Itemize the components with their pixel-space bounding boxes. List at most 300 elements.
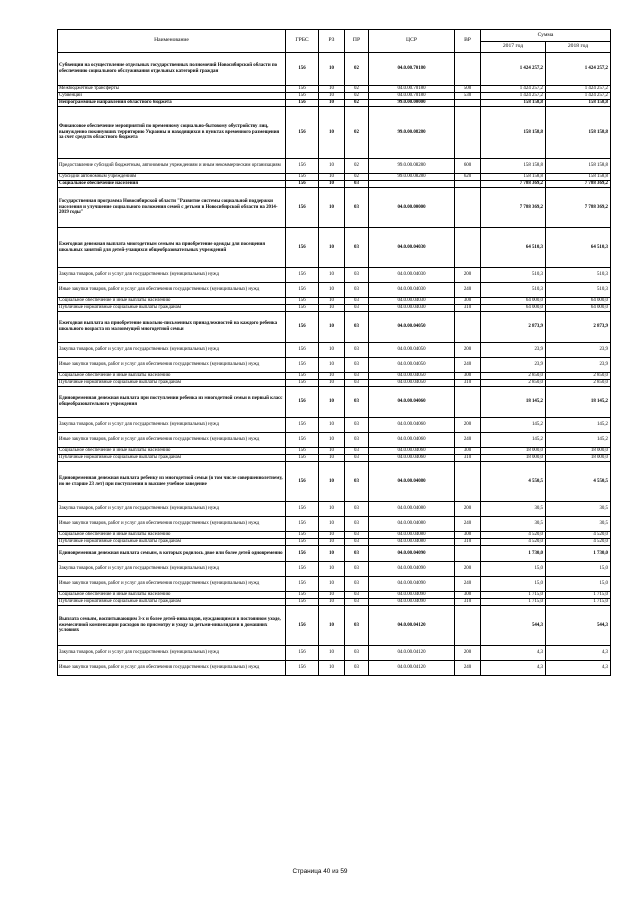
cell-y2018: 4 520,0 [546,539,611,546]
cell-pr: 03 [345,380,369,387]
cell-vr: 310 [455,305,481,312]
cell-grbs: 156 [286,646,319,661]
cell-pr: 03 [345,546,369,562]
cell-vr: 240 [455,517,481,532]
cell-rz: 10 [319,646,345,661]
cell-pr: 02 [345,107,369,159]
cell-pr: 02 [345,174,369,181]
table-row [58,418,611,433]
cell-y2017: 15,0 [481,562,546,577]
cell-csr: 99.0.00.00000 [369,100,455,107]
table-row [58,343,611,358]
cell-csr: 04.0.00.04080 [369,532,455,539]
cell-name: Непрограммные направления областного бюджета [58,100,286,107]
cell-y2017: 2 850,0 [481,373,546,380]
cell-y2017: 18 000,0 [481,448,546,455]
cell-csr: 04.0.00.04120 [369,661,455,676]
cell-name: Иные закупки товаров, работ и услуг для обеспечения государственных (муниципальных) нужд [58,661,286,676]
cell-csr: 04.0.00.04060 [369,418,455,433]
cell-y2018: 15,0 [546,577,611,592]
cell-y2018: 7 788 369,2 [546,181,611,188]
table-row [58,599,611,606]
cell-vr [455,387,481,418]
cell-y2018: 158 158,8 [546,100,611,107]
cell-name: Закупка товаров, работ и услуг для государственных (муниципальных) нужд [58,502,286,517]
cell-pr: 02 [345,93,369,100]
cell-name: Субсидии автономным учреждениям [58,174,286,181]
header-2017: 2017 год [481,42,546,53]
cell-grbs: 156 [286,107,319,159]
cell-name: Ежегодная денежная выплата многодетным семьям на приобретение одежды для посещения школьных занятий для детей-учащихся общеобразовательных учреждений [58,228,286,268]
cell-pr: 03 [345,298,369,305]
cell-pr: 03 [345,517,369,532]
cell-rz: 10 [319,433,345,448]
table-row [58,502,611,517]
cell-name: Социальное обеспечение населения [58,181,286,188]
cell-csr: 99.0.00.08280 [369,159,455,174]
cell-y2017: 158 158,8 [481,159,546,174]
cell-pr: 02 [345,100,369,107]
cell-name: Межбюджетные трансферты [58,86,286,93]
cell-y2017: 7 788 369,2 [481,181,546,188]
table-row [58,433,611,448]
cell-vr: 300 [455,448,481,455]
cell-pr: 03 [345,646,369,661]
table-row [58,606,611,646]
cell-y2018: 23,9 [546,358,611,373]
cell-name: Предоставление субсидий бюджетным, автономным учреждениям и иным некоммерческим организациям [58,159,286,174]
cell-grbs: 156 [286,502,319,517]
cell-grbs: 156 [286,546,319,562]
cell-vr [455,188,481,228]
cell-pr: 03 [345,599,369,606]
table-row [58,380,611,387]
cell-y2017: 1 424 257,2 [481,53,546,86]
cell-grbs: 156 [286,517,319,532]
cell-vr: 200 [455,418,481,433]
cell-csr: 04.0.00.04090 [369,562,455,577]
cell-y2017: 4,3 [481,646,546,661]
cell-y2017: 1 424 257,2 [481,93,546,100]
cell-grbs: 156 [286,455,319,462]
cell-pr: 03 [345,358,369,373]
cell-csr: 04.0.00.04030 [369,268,455,283]
header-csr: ЦСР [369,30,455,53]
cell-rz: 10 [319,159,345,174]
cell-pr: 03 [345,343,369,358]
cell-y2018: 1 424 257,2 [546,86,611,93]
cell-vr: 240 [455,358,481,373]
cell-y2018: 145,2 [546,433,611,448]
document-page [57,29,610,676]
cell-name: Закупка товаров, работ и услуг для государственных (муниципальных) нужд [58,646,286,661]
cell-y2017: 4 520,0 [481,539,546,546]
cell-vr: 300 [455,532,481,539]
table-row [58,100,611,107]
cell-pr: 03 [345,305,369,312]
cell-csr: 04.0.00.04060 [369,455,455,462]
cell-grbs: 156 [286,159,319,174]
cell-rz: 10 [319,455,345,462]
cell-y2018: 1 715,0 [546,592,611,599]
cell-vr [455,462,481,502]
cell-y2017: 23,9 [481,343,546,358]
cell-grbs: 156 [286,448,319,455]
cell-rz: 10 [319,502,345,517]
cell-y2017: 23,9 [481,358,546,373]
cell-y2018: 4 550,5 [546,462,611,502]
cell-grbs: 156 [286,418,319,433]
cell-name: Социальное обеспечение и иные выплаты населению [58,373,286,380]
cell-name: Ежегодная выплата на приобретение школьно-письменных принадлежностей на каждого ребенка школьного возраста из малоимущей многодетной семьи [58,312,286,343]
cell-rz: 10 [319,305,345,312]
table-row [58,448,611,455]
header-pr: ПР [345,30,369,53]
cell-rz: 10 [319,228,345,268]
table-row [58,159,611,174]
cell-rz: 10 [319,462,345,502]
cell-grbs: 156 [286,358,319,373]
cell-y2017: 145,2 [481,418,546,433]
cell-csr: 99.0.00.08280 [369,174,455,181]
cell-grbs: 156 [286,387,319,418]
cell-y2017: 1 715,0 [481,592,546,599]
cell-pr: 03 [345,448,369,455]
cell-vr: 600 [455,159,481,174]
cell-vr: 310 [455,539,481,546]
cell-grbs: 156 [286,433,319,448]
cell-pr: 03 [345,228,369,268]
cell-name: Выплата семьям, воспитывающим 3-х и более детей-инвалидов, нуждающимся в постоянном уходе, ежемесячной компенсации расходов по присмотру и уходу за детьми-инвалидами в домашних условиях [58,606,286,646]
cell-rz: 10 [319,358,345,373]
cell-vr: 300 [455,373,481,380]
cell-rz: 10 [319,181,345,188]
table-row [58,562,611,577]
cell-y2017: 4,3 [481,661,546,676]
cell-y2017: 15,0 [481,577,546,592]
cell-rz: 10 [319,107,345,159]
cell-y2018: 64 000,0 [546,305,611,312]
cell-y2017: 64 510,3 [481,228,546,268]
cell-grbs: 156 [286,93,319,100]
cell-y2017: 510,3 [481,283,546,298]
cell-name: Публичные нормативные социальные выплаты гражданам [58,539,286,546]
table-row [58,188,611,228]
cell-pr: 03 [345,455,369,462]
cell-y2018: 30,5 [546,502,611,517]
cell-rz: 10 [319,577,345,592]
cell-grbs: 156 [286,373,319,380]
cell-csr: 04.0.00.04050 [369,373,455,380]
cell-vr [455,606,481,646]
cell-csr: 04.0.00.04090 [369,546,455,562]
cell-name: Финансовое обеспечение мероприятий по временному социально-бытовому обустройству лиц, вынужденно покинувших территорию Украины и находящихся в пунктах временного размещения за счет средств областного бюджета [58,107,286,159]
cell-csr: 04.0.00.04080 [369,539,455,546]
table-body [58,53,611,676]
cell-rz: 10 [319,418,345,433]
cell-y2018: 18 000,0 [546,455,611,462]
cell-y2018: 7 788 369,2 [546,188,611,228]
table-row [58,174,611,181]
cell-grbs: 156 [286,577,319,592]
cell-vr: 300 [455,298,481,305]
cell-rz: 10 [319,93,345,100]
cell-y2018: 544,3 [546,606,611,646]
cell-csr: 04.0.00.04030 [369,298,455,305]
cell-y2018: 1 424 257,2 [546,53,611,86]
cell-csr: 04.0.00.70180 [369,53,455,86]
cell-y2017: 4 550,5 [481,462,546,502]
table-row [58,312,611,343]
cell-csr: 04.0.00.04050 [369,343,455,358]
cell-pr: 03 [345,312,369,343]
table-row [58,181,611,188]
cell-y2018: 64 000,0 [546,298,611,305]
table-header-row [58,30,611,42]
cell-name: Публичные нормативные социальные выплаты гражданам [58,599,286,606]
cell-grbs: 156 [286,53,319,86]
cell-grbs: 156 [286,298,319,305]
cell-y2018: 15,0 [546,562,611,577]
table-row [58,455,611,462]
cell-csr: 04.0.00.04030 [369,228,455,268]
cell-vr: 310 [455,599,481,606]
cell-vr [455,546,481,562]
cell-pr: 03 [345,373,369,380]
cell-csr: 04.0.00.04080 [369,517,455,532]
cell-grbs: 156 [286,462,319,502]
cell-vr: 200 [455,562,481,577]
cell-y2018: 1 730,0 [546,546,611,562]
cell-y2018: 2 850,0 [546,373,611,380]
cell-name: Публичные нормативные социальные выплаты гражданам [58,305,286,312]
table-row [58,462,611,502]
cell-y2018: 2 873,9 [546,312,611,343]
cell-pr: 03 [345,462,369,502]
cell-name: Иные закупки товаров, работ и услуг для обеспечения государственных (муниципальных) нужд [58,358,286,373]
cell-y2018: 4,3 [546,646,611,661]
cell-name: Закупка товаров, работ и услуг для государственных (муниципальных) нужд [58,268,286,283]
cell-csr: 04.0.00.04050 [369,312,455,343]
cell-grbs: 156 [286,599,319,606]
cell-csr: 04.0.00.04080 [369,462,455,502]
cell-name: Публичные нормативные социальные выплаты гражданам [58,380,286,387]
cell-csr [369,181,455,188]
cell-y2018: 1 715,0 [546,599,611,606]
cell-grbs: 156 [286,181,319,188]
cell-y2017: 7 788 369,2 [481,188,546,228]
cell-csr: 04.0.00.04090 [369,599,455,606]
cell-grbs: 156 [286,100,319,107]
cell-grbs: 156 [286,592,319,599]
cell-y2018: 64 510,3 [546,228,611,268]
cell-vr [455,53,481,86]
cell-pr: 03 [345,661,369,676]
cell-vr: 240 [455,283,481,298]
table-row [58,305,611,312]
cell-pr: 02 [345,159,369,174]
cell-grbs: 156 [286,86,319,93]
cell-csr: 04.0.00.04060 [369,448,455,455]
cell-y2017: 158 158,8 [481,174,546,181]
cell-rz: 10 [319,448,345,455]
cell-y2018: 510,3 [546,283,611,298]
cell-pr: 03 [345,592,369,599]
cell-rz: 10 [319,599,345,606]
cell-y2018: 30,5 [546,517,611,532]
cell-pr: 02 [345,53,369,86]
cell-pr: 03 [345,562,369,577]
cell-grbs: 156 [286,606,319,646]
cell-grbs: 156 [286,188,319,228]
header-name: Наименование [58,30,286,53]
cell-y2017: 64 000,0 [481,305,546,312]
cell-rz: 10 [319,661,345,676]
cell-pr: 03 [345,539,369,546]
cell-csr: 04.0.00.04030 [369,305,455,312]
cell-grbs: 156 [286,380,319,387]
cell-vr: 310 [455,455,481,462]
cell-name: Закупка товаров, работ и услуг для государственных (муниципальных) нужд [58,562,286,577]
cell-pr: 03 [345,606,369,646]
cell-name: Закупка товаров, работ и услуг для государственных (муниципальных) нужд [58,418,286,433]
table-row [58,358,611,373]
cell-pr: 03 [345,418,369,433]
table-row [58,283,611,298]
cell-name: Иные закупки товаров, работ и услуг для обеспечения государственных (муниципальных) нужд [58,517,286,532]
cell-grbs: 156 [286,532,319,539]
cell-vr: 200 [455,502,481,517]
cell-rz: 10 [319,174,345,181]
cell-csr: 04.0.00.04050 [369,380,455,387]
cell-y2018: 145,2 [546,418,611,433]
header-sum: Сумма [481,30,611,42]
header-vr: ВР [455,30,481,53]
table-row [58,532,611,539]
cell-y2018: 158 158,8 [546,159,611,174]
cell-vr: 240 [455,577,481,592]
cell-y2018: 4,3 [546,661,611,676]
table-row [58,86,611,93]
table-row [58,546,611,562]
cell-y2017: 18 000,0 [481,455,546,462]
cell-name: Иные закупки товаров, работ и услуг для обеспечения государственных (муниципальных) нужд [58,433,286,448]
cell-vr [455,228,481,268]
cell-rz: 10 [319,343,345,358]
cell-rz: 10 [319,562,345,577]
cell-rz: 10 [319,86,345,93]
cell-y2017: 2 850,0 [481,380,546,387]
cell-vr: 200 [455,343,481,358]
table-row [58,298,611,305]
cell-vr: 310 [455,380,481,387]
cell-pr: 03 [345,433,369,448]
cell-vr: 240 [455,433,481,448]
cell-vr: 530 [455,93,481,100]
cell-csr: 99.0.00.08280 [369,107,455,159]
cell-grbs: 156 [286,283,319,298]
cell-rz: 10 [319,298,345,305]
cell-grbs: 156 [286,268,319,283]
cell-pr: 03 [345,181,369,188]
cell-rz: 10 [319,312,345,343]
cell-y2017: 1 424 257,2 [481,86,546,93]
cell-rz: 10 [319,100,345,107]
cell-y2017: 510,3 [481,268,546,283]
cell-pr: 03 [345,387,369,418]
cell-grbs: 156 [286,343,319,358]
cell-csr: 04.0.00.04050 [369,358,455,373]
cell-rz: 10 [319,188,345,228]
cell-csr: 04.0.00.00000 [369,188,455,228]
cell-vr: 200 [455,268,481,283]
cell-rz: 10 [319,283,345,298]
cell-vr: 300 [455,592,481,599]
cell-rz: 10 [319,546,345,562]
cell-vr: 240 [455,661,481,676]
cell-csr: 04.0.00.04120 [369,646,455,661]
table-row [58,646,611,661]
cell-grbs: 156 [286,305,319,312]
cell-name: Государственная программа Новосибирской области "Развитие системы социальной поддержки населения и улучшение социального положения семей с детьми в Новосибирской области на 2014-2019 годы" [58,188,286,228]
table-row [58,373,611,380]
cell-csr: 04.0.00.04080 [369,502,455,517]
cell-vr [455,107,481,159]
cell-y2018: 23,9 [546,343,611,358]
cell-name: Субвенции [58,93,286,100]
cell-rz: 10 [319,53,345,86]
cell-rz: 10 [319,539,345,546]
cell-name: Социальное обеспечение и иные выплаты населению [58,532,286,539]
cell-y2018: 158 158,8 [546,174,611,181]
cell-csr: 04.0.00.04090 [369,592,455,599]
cell-y2017: 544,3 [481,606,546,646]
cell-y2018: 510,3 [546,268,611,283]
cell-rz: 10 [319,532,345,539]
cell-csr: 04.0.00.70180 [369,86,455,93]
page-number: Страница 40 из 59 [292,868,348,875]
cell-y2017: 4 520,0 [481,532,546,539]
cell-name: Единовременная денежная выплата семьям, в которых родилось двое или более детей одновременно [58,546,286,562]
cell-csr: 04.0.00.04060 [369,433,455,448]
cell-name: Иные закупки товаров, работ и услуг для обеспечения государственных (муниципальных) нужд [58,283,286,298]
cell-rz: 10 [319,517,345,532]
cell-vr [455,100,481,107]
cell-name: Закупка товаров, работ и услуг для государственных (муниципальных) нужд [58,343,286,358]
cell-y2017: 2 873,9 [481,312,546,343]
cell-pr: 03 [345,268,369,283]
cell-rz: 10 [319,387,345,418]
cell-vr: 200 [455,646,481,661]
table-row [58,387,611,418]
cell-vr [455,181,481,188]
cell-y2017: 145,2 [481,433,546,448]
header-2018: 2018 год [546,42,611,53]
table-row [58,228,611,268]
cell-y2018: 18 145,2 [546,387,611,418]
cell-csr: 04.0.00.04090 [369,577,455,592]
cell-name: Иные закупки товаров, работ и услуг для обеспечения государственных (муниципальных) нужд [58,577,286,592]
table-row [58,53,611,86]
cell-pr: 03 [345,577,369,592]
cell-csr: 04.0.00.04120 [369,606,455,646]
table-row [58,517,611,532]
cell-rz: 10 [319,592,345,599]
cell-vr [455,312,481,343]
budget-table [57,29,611,676]
cell-csr: 04.0.00.04060 [369,387,455,418]
cell-name: Публичные нормативные социальные выплаты гражданам [58,455,286,462]
